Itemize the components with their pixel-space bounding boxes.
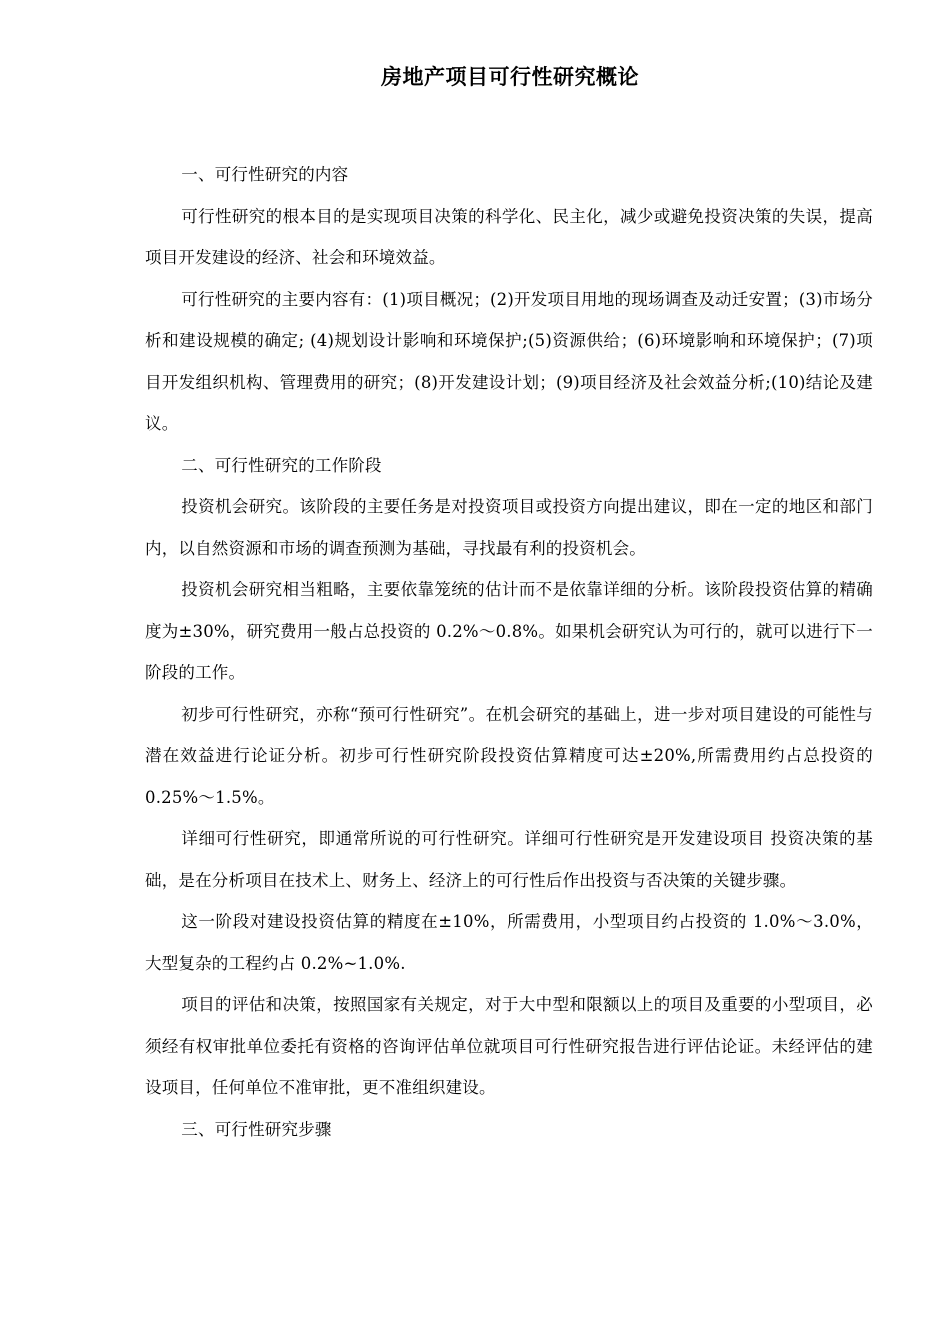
paragraph: 可行性研究的主要内容有：(1)项目概况；(2)开发项目用地的现场调查及动迁安置；(3)市场分析和建设规模的确定; (4)规划设计影响和环境保护;(5)资源供给；(6)环境影响和环境保护；(7)项目开发组织机构、管理费用的研究；(8)开发建设计划；(9)项目经济及社会效益分析;(10)结论及建议。 bbox=[145, 289, 873, 433]
paragraph: 初步可行性研究，亦称“预可行性研究”。在机会研究的基础上，进一步对项目建设的可能性与潜在效益进行论证分析。初步可行性研究阶段投资估算精度可达±20%,所需费用约占总投资的 0.25%～1.5%。 bbox=[145, 704, 873, 807]
section-heading-2: 二、可行性研究的工作阶段 bbox=[181, 455, 382, 475]
section-heading-1: 一、可行性研究的内容 bbox=[181, 165, 349, 184]
paragraph: 投资机会研究相当粗略，主要依靠笼统的估计而不是依靠详细的分析。该阶段投资估算的精确度为±30%，研究费用一般占总投资的 0.2%～0.8%。如果机会研究认为可行的，就可以进行下一阶段的工作。 bbox=[145, 580, 873, 682]
section-heading-3: 三、可行性研究步骤 bbox=[181, 1119, 332, 1139]
paragraph: 详细可行性研究，即通常所说的可行性研究。详细可行性研究是开发建设项目 投资决策的基础，是在分析项目在技术上、财务上、经济上的可行性后作出投资与否决策的关键步骤。 bbox=[145, 829, 873, 890]
paragraph: 投资机会研究。该阶段的主要任务是对投资项目或投资方向提出建议，即在一定的地区和部门内，以自然资源和市场的调查预测为基础，寻找最有利的投资机会。 bbox=[145, 497, 873, 558]
paragraph: 可行性研究的根本目的是实现项目决策的科学化、民主化，减少或避免投资决策的失误，提高项目开发建设的经济、社会和环境效益。 bbox=[145, 206, 873, 267]
paragraph: 项目的评估和决策，按照国家有关规定，对于大中型和限额以上的项目及重要的小型项目，必须经有权审批单位委托有资格的咨询评估单位就项目可行性研究报告进行评估论证。未经评估的建设项目，任何单位不准审批，更不准组织建设。 bbox=[145, 995, 873, 1097]
document-body bbox=[145, 154, 873, 1150]
paragraph: 这一阶段对建设投资估算的精度在±10%，所需费用，小型项目约占投资的 1.0%～3.0%，大型复杂的工程约占 0.2%~1.0%. bbox=[145, 912, 873, 973]
document-title: 房地产项目可行性研究概论 bbox=[381, 65, 639, 89]
